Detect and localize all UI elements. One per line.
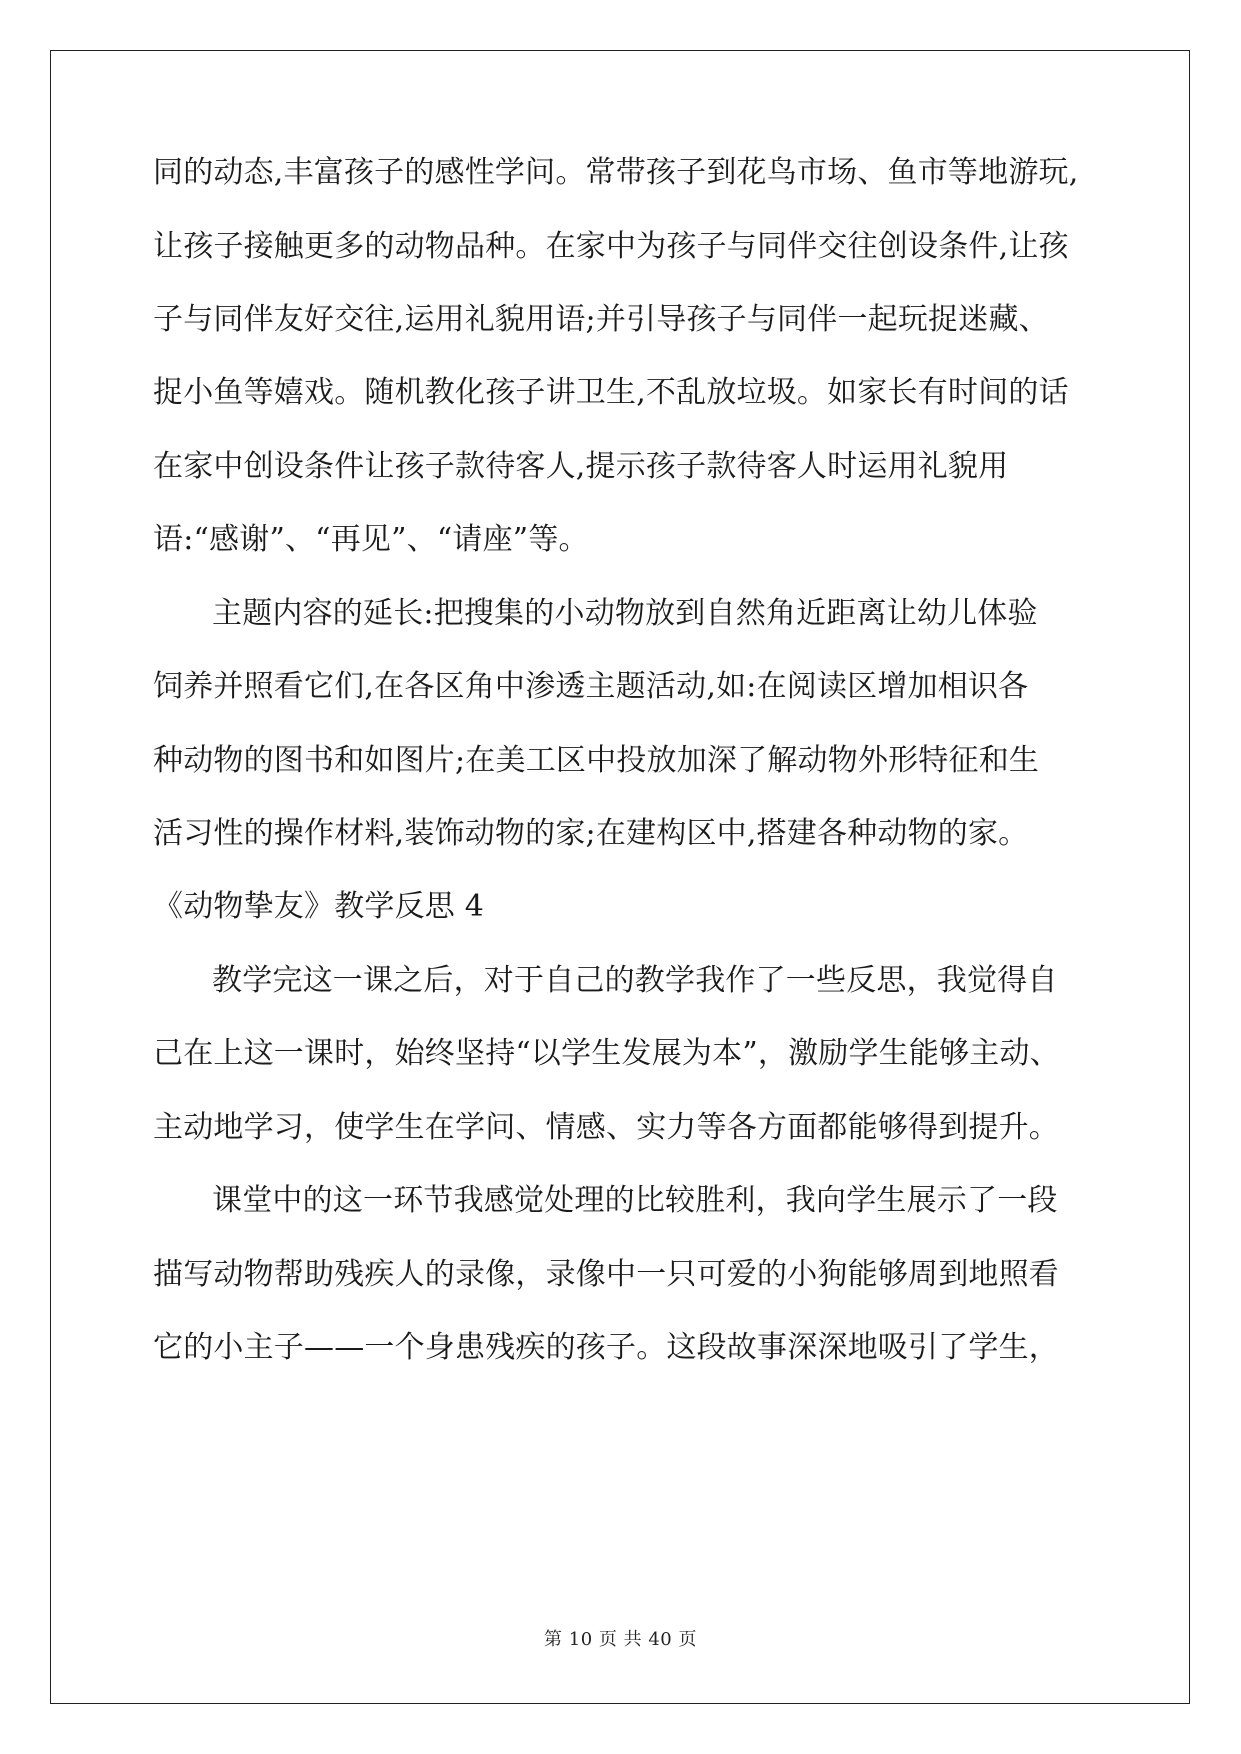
text-line: 描写动物帮助残疾人的录像，录像中一只可爱的小狗能够周到地照看 — [153, 1257, 1059, 1292]
text-line: 活习性的操作材料,装饰动物的家;在建构区中,搭建各种动物的家。 — [153, 816, 1029, 851]
text-line: 语:“感谢”、“再见”、“请座”等。 — [153, 522, 589, 557]
text-line: 主动地学习，使学生在学问、情感、实力等各方面都能够得到提升。 — [153, 1110, 1059, 1145]
text-line: 子与同伴友好交往,运用礼貌用语;并引导孩子与同伴一起玩捉迷藏、 — [153, 302, 1049, 337]
text-line: 教学完这一课之后，对于自己的教学我作了一些反思，我觉得自 — [212, 963, 1058, 998]
page-footer: 第 10 页 共 40 页 — [544, 1629, 697, 1650]
text-line: 己在上这一课时，始终坚持“以学生发展为本”，激励学生能够主动、 — [153, 1036, 1060, 1071]
section-heading: 《动物挚友》教学反思 4 — [153, 889, 485, 924]
text-line: 主题内容的延长:把搜集的小动物放到自然角近距离让幼儿体验 — [212, 596, 1038, 631]
text-line: 捉小鱼等嬉戏。随机教化孩子讲卫生,不乱放垃圾。如家长有时间的话 — [153, 375, 1069, 410]
text-line: 饲养并照看它们,在各区角中渗透主题活动,如:在阅读区增加相识各 — [153, 669, 1029, 704]
text-line: 在家中创设条件让孩子款待客人,提示孩子款待客人时运用礼貌用 — [153, 449, 1009, 484]
text-line: 让孩子接触更多的动物品种。在家中为孩子与同伴交往创设条件,让孩 — [153, 229, 1069, 264]
page-border — [50, 50, 1190, 1704]
text-line: 种动物的图书和如图片;在美工区中投放加深了解动物外形特征和生 — [153, 743, 1040, 778]
text-line: 它的小主子——一个身患残疾的孩子。这段故事深深地吸引了学生， — [153, 1330, 1059, 1365]
text-line: 同的动态,丰富孩子的感性学问。常带孩子到花鸟市场、鱼市等地游玩, — [153, 155, 1079, 190]
text-line: 课堂中的这一环节我感觉处理的比较胜利，我向学生展示了一段 — [212, 1183, 1058, 1218]
